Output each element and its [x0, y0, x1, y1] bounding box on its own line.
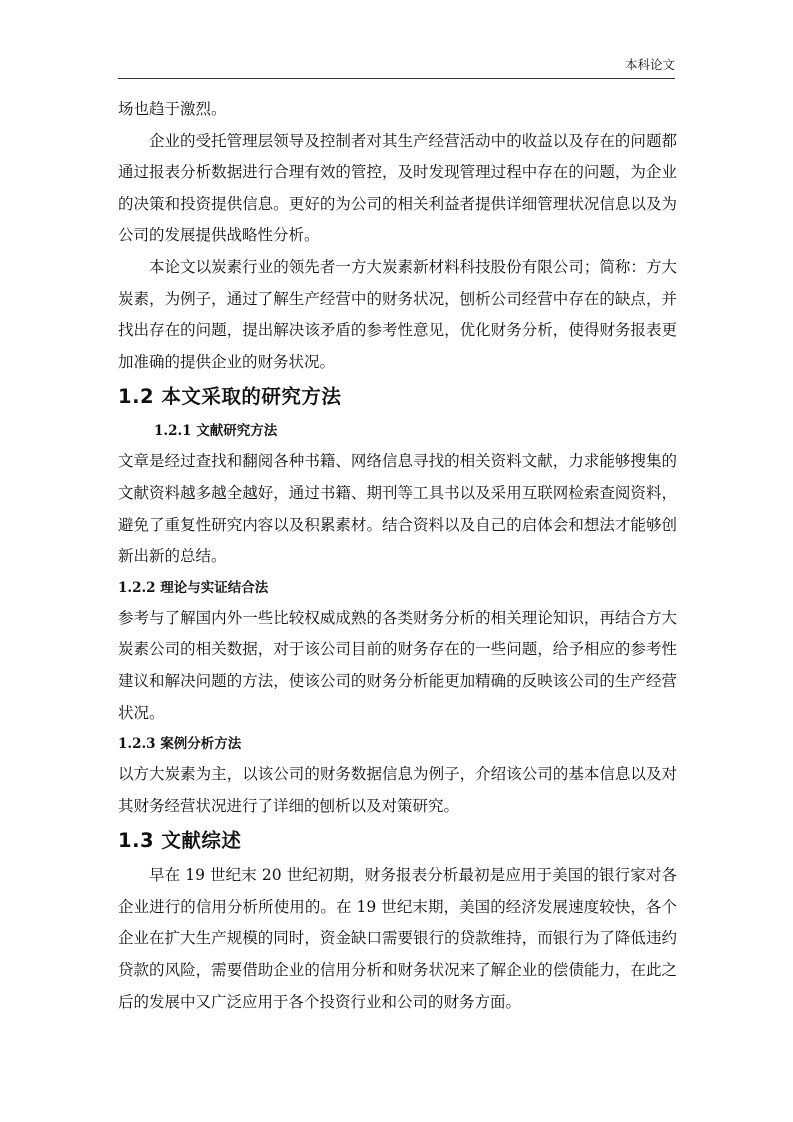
section-heading-1-3: 1.3 文献综述 [118, 829, 242, 853]
paragraph-continuation: 场也趋于激烈。 [118, 100, 227, 118]
subsection-heading-1-2-2: 1.2.2 理论与实证结合法 [118, 579, 269, 596]
page-header [118, 55, 675, 79]
subsection-heading-1-2-1: 1.2.1 文献研究方法 [154, 423, 278, 440]
paragraph-case-method: 以方大炭素为主，以该公司的财务数据信息为例子，介绍该公司的基本信息以及对其财务经营状况进行了详细的刨析以及对策研究。 [118, 765, 677, 815]
paragraph-theory-method: 参考与了解国内外一些比较权威成熟的各类财务分析的相关理论知识，再结合方大炭素公司的相关数据，对于该公司目前的财务存在的一些问题，给予相应的参考性建议和解决问题的方法，使该公司的财务分析能更加精确的反映该公司的生产经营状况。 [118, 608, 677, 722]
paragraph-thesis-scope: 本论文以炭素行业的领先者一方大炭素新材料科技股份有限公司；简称：方大炭素，为例子，通过了解生产经营中的财务状况，刨析公司经营中存在的缺点，并找出存在的问题，提出解决该矛盾的参考性意见，优化财务分析，使得财务报表更加准确的提供企业的财务状况。 [118, 257, 677, 371]
page-body [118, 94, 677, 1018]
section-heading-1-2: 1.2 本文采取的研究方法 [118, 385, 342, 409]
paragraph-literature-method: 文章是经过查找和翻阅各种书籍、网络信息寻找的相关资料文献，力求能够搜集的文献资料越多越全越好，通过书籍、期刊等工具书以及采用互联网检索查阅资料，避免了重复性研究内容以及积累素材。结合资料以及自己的启体会和想法才能够创新出新的总结。 [118, 452, 677, 566]
header-title: 本科论文 [624, 57, 675, 72]
paragraph-literature-review: 早在 19 世纪末 20 世纪初期，财务报表分析最初是应用于美国的银行家对各企业进行的信用分析所使用的。在 19 世纪末期，美国的经济发展速度较快，各个企业在扩大生产规模的同时，资金缺口需要银行的贷款维持，而银行为了降低违约贷款的风险，需要借助企业的信用分析和财务状况来了解企业的偿债能力，在此之后的发展中又广泛应用于各个投资行业和公司的财务方面。 [118, 866, 677, 1011]
subsection-heading-1-2-3: 1.2.3 案例分析方法 [118, 736, 242, 753]
paragraph-management: 企业的受托管理层领导及控制者对其生产经营活动中的收益以及存在的问题都通过报表分析数据进行合理有效的管控，及时发现管理过程中存在的问题，为企业的决策和投资提供信息。更好的为公司的相关利益者提供详细管理状况信息以及为公司的发展提供战略性分析。 [118, 131, 677, 245]
